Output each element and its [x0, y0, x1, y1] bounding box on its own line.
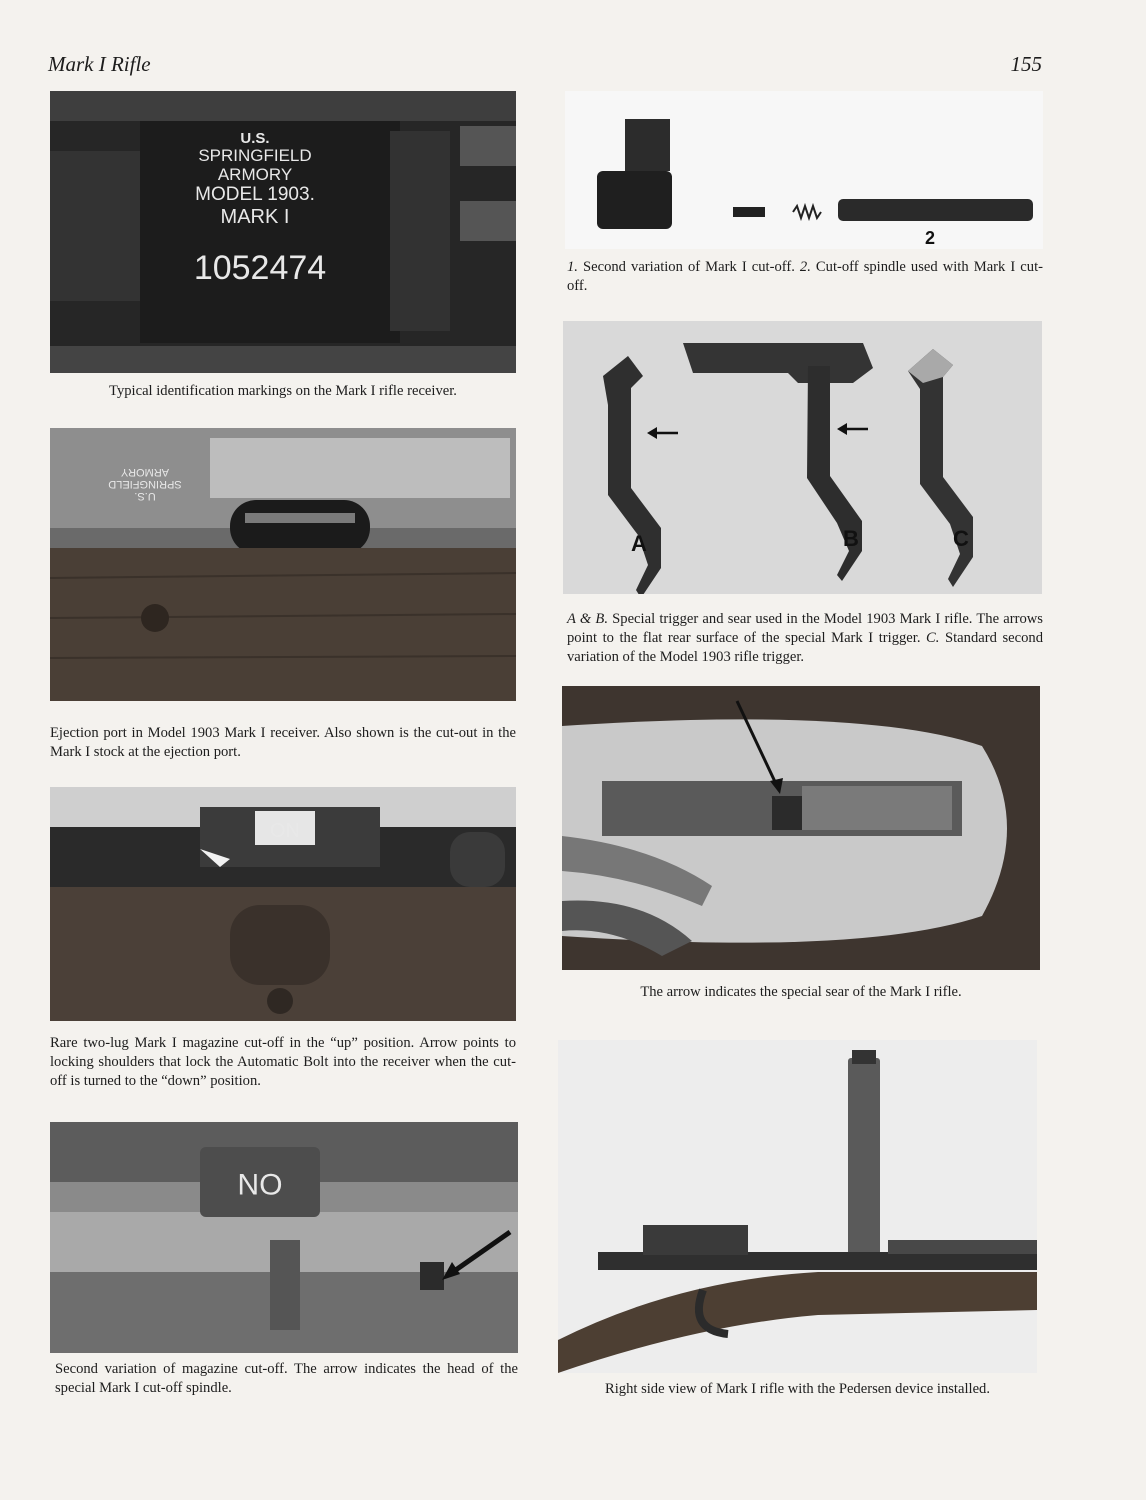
- caption-trigger-prefix: C.: [926, 630, 940, 646]
- cutoff-parts-photo: [565, 91, 1043, 249]
- trigger-label: C: [953, 526, 969, 551]
- cutoff-second-variation-photo: [50, 1122, 518, 1353]
- caption-trigger-text: Standard second variation of the Model 1903 rifle trigger.: [567, 630, 1043, 665]
- receiver-stamp-line: ARMORY: [217, 165, 293, 184]
- receiver-serial-number: 1052474: [193, 249, 327, 287]
- page-number: 155: [1010, 52, 1042, 76]
- receiver-stamp-line: SPRINGFIELD: [198, 146, 312, 165]
- caption-cutoff-parts-number: 1.: [567, 259, 578, 275]
- caption-cutoff-parts-text: Cut-off spindle used with Mark I cut-off.: [567, 259, 1043, 294]
- ejection-port-photo: [50, 428, 516, 701]
- caption-cutoff-second-variation: Second variation of magazine cut-off. The arrow indicates the head of the special Mark I cut-off spindle.: [55, 1361, 518, 1396]
- special-sear-photo: [562, 686, 1040, 970]
- trigger-label: A: [631, 531, 647, 556]
- receiver-stamp-line: MARK I: [220, 206, 290, 228]
- caption-special-sear: The arrow indicates the special sear of the Mark I rifle.: [640, 984, 962, 1000]
- ejection-stamp-line: U.S.: [134, 490, 156, 502]
- caption-ejection-port: Ejection port in Model 1903 Mark I receiver. Also shown is the cut-out in the Mark I stock at the ejection port.: [50, 725, 516, 760]
- cutoff-second-on-stamp: ON: [237, 1167, 283, 1200]
- caption-cutoff-up: Rare two-lug Mark I magazine cut-off in the “up” position. Arrow points to locking shoulders that lock the Automatic Bolt into the receiver when the cut-off is turned to the “down” position.: [50, 1035, 516, 1089]
- caption-trigger-prefix: A & B.: [567, 611, 608, 627]
- cutoff-up-photo: [50, 787, 516, 1021]
- cutoff-on-stamp: ON: [270, 820, 300, 842]
- ejection-stamp-line: ARMORY: [120, 466, 170, 478]
- caption-pedersen-device: Right side view of Mark I rifle with the Pedersen device installed.: [604, 1381, 990, 1397]
- receiver-stamp-line: U.S.: [240, 130, 270, 147]
- caption-trigger-sear: [567, 610, 1043, 667]
- pedersen-device-photo: [558, 1040, 1037, 1373]
- caption-trigger-text: Special trigger and sear used in the Model 1903 Mark I rifle. The arrows point to the flat rear surface of the special Mark I trigger.: [567, 611, 1043, 646]
- running-header-title: Mark I Rifle: [48, 52, 151, 76]
- ejection-stamp-line: SPRINGFIELD: [108, 478, 182, 490]
- caption-cutoff-parts: [567, 258, 1043, 296]
- trigger-label: B: [843, 526, 859, 551]
- trigger-sear-photo: [563, 321, 1042, 594]
- receiver-markings-photo: [50, 91, 516, 373]
- caption-cutoff-parts-number: 2.: [799, 259, 811, 275]
- caption-receiver-markings: Typical identification markings on the Mark I rifle receiver.: [109, 383, 457, 399]
- receiver-stamp-line: MODEL 1903.: [195, 184, 315, 205]
- caption-cutoff-parts-text: Second variation of Mark I cut-off.: [577, 259, 800, 275]
- cutoff-spindle-label: 2: [924, 228, 936, 248]
